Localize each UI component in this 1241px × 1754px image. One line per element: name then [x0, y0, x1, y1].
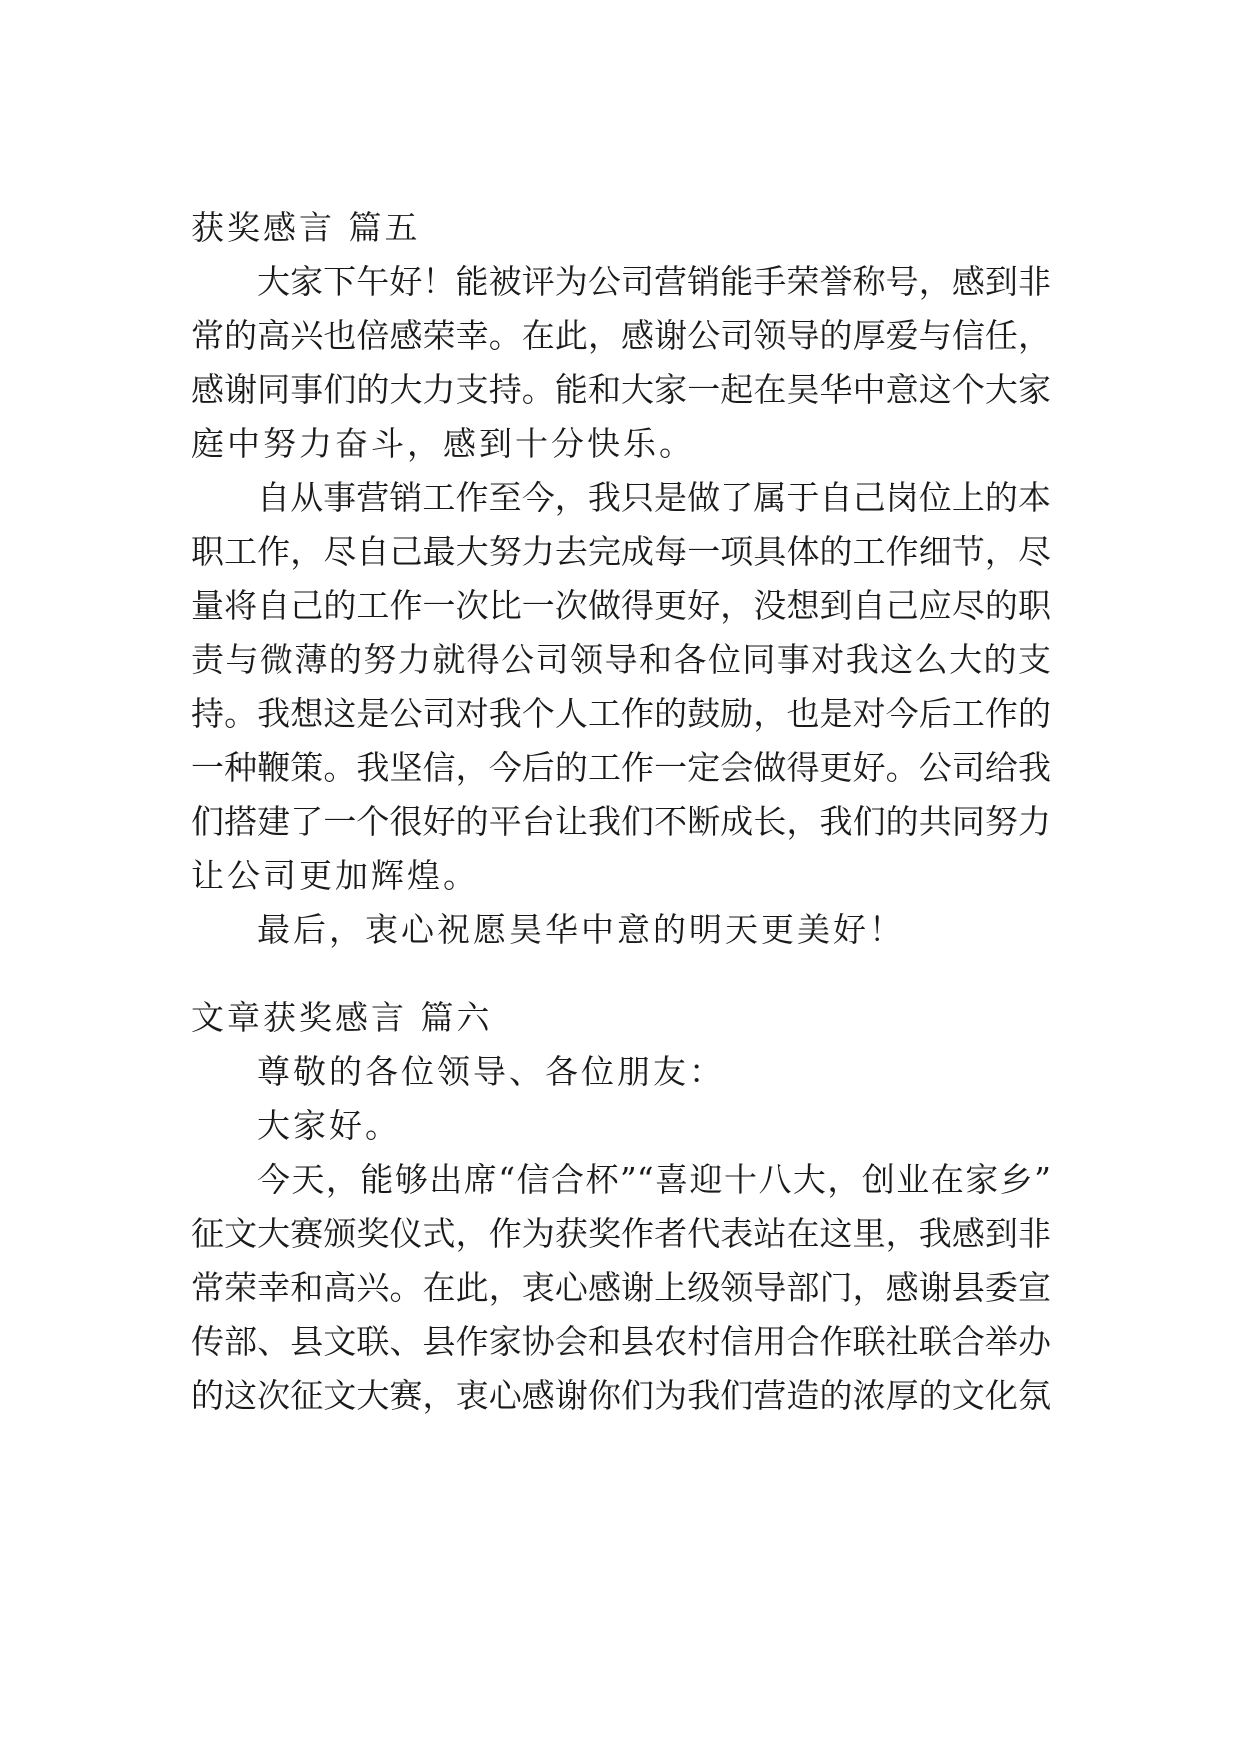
section-5-paragraph-1-line: 感谢同事们的大力支持。能和大家一起在昊华中意这个大家: [191, 370, 1051, 409]
section-5-paragraph-2-line: 职工作，尽自己最大努力去完成每一项具体的工作细节，尽: [191, 532, 1051, 571]
section-6-heading: 文章获奖感言 篇六: [191, 998, 493, 1037]
section-6-paragraph-1-line: 传部、县文联、县作家协会和县农村信用合作联社联合举办: [191, 1322, 1051, 1361]
section-5-paragraph-2-line: 自从事营销工作至今，我只是做了属于自己岗位上的本: [257, 478, 1051, 517]
section-5-paragraph-2-line: 们搭建了一个很好的平台让我们不断成长，我们的共同努力: [191, 802, 1051, 841]
section-5-paragraph-1-line: 大家下午好！能被评为公司营销能手荣誉称号，感到非: [257, 262, 1051, 301]
section-5-heading: 获奖感言 篇五: [191, 208, 421, 247]
section-6-paragraph-1-line: 征文大赛颁奖仪式，作为获奖作者代表站在这里，我感到非: [191, 1214, 1051, 1253]
section-6-paragraph-1-line: 的这次征文大赛，衷心感谢你们为我们营造的浓厚的文化氛: [191, 1376, 1051, 1415]
section-5-paragraph-2-line: 责与微薄的努力就得公司领导和各位同事对我这么大的支: [191, 640, 1051, 679]
section-5-paragraph-2-line: 让公司更加辉煌。: [191, 856, 479, 895]
section-5-paragraph-1-line: 常的高兴也倍感荣幸。在此，感谢公司领导的厚爱与信任，: [191, 316, 1051, 355]
section-6-salutation: 尊敬的各位领导、各位朋友：: [257, 1052, 725, 1091]
section-5-closing-line: 最后，衷心祝愿昊华中意的明天更美好！: [257, 910, 905, 949]
section-5-paragraph-1-line: 庭中努力奋斗，感到十分快乐。: [191, 424, 695, 463]
section-5-paragraph-2-line: 一种鞭策。我坚信，今后的工作一定会做得更好。公司给我: [191, 748, 1051, 787]
section-6-paragraph-1-line: 今天，能够出席“信合杯”“喜迎十八大，创业在家乡”: [257, 1160, 1051, 1199]
section-5-paragraph-2-line: 持。我想这是公司对我个人工作的鼓励，也是对今后工作的: [191, 694, 1051, 733]
section-5-paragraph-2-line: 量将自己的工作一次比一次做得更好，没想到自己应尽的职: [191, 586, 1051, 625]
section-6-greeting: 大家好。: [257, 1106, 401, 1145]
section-6-paragraph-1-line: 常荣幸和高兴。在此，衷心感谢上级领导部门，感谢县委宣: [191, 1268, 1051, 1307]
